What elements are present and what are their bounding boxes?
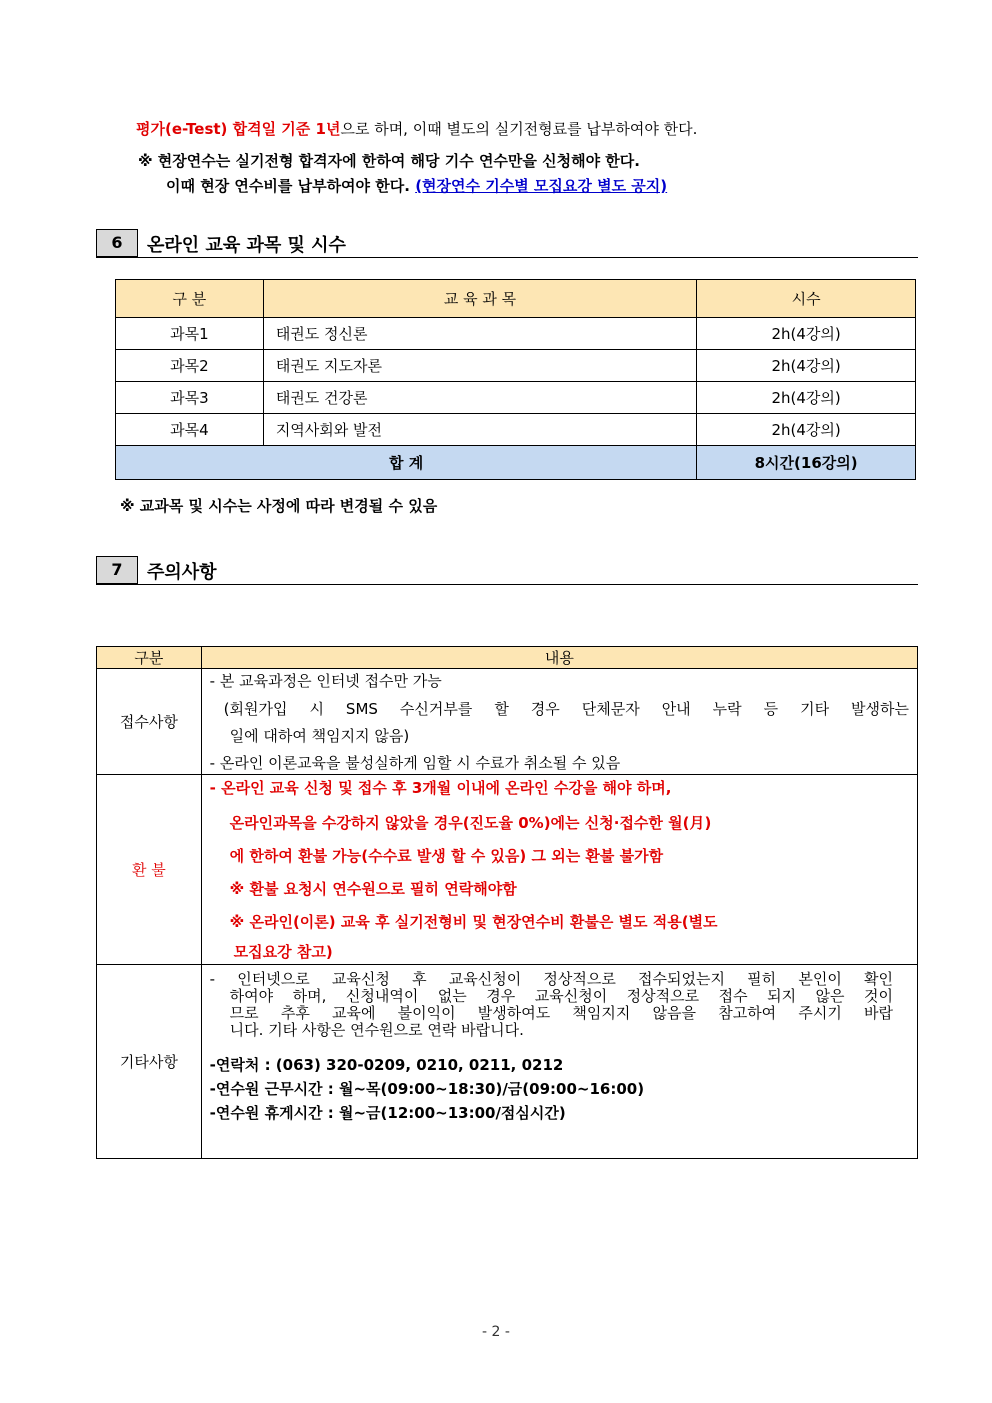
reception-content — [201, 669, 917, 775]
intro-line-3 — [166, 175, 667, 196]
notice-link[interactable]: (현장연수 기수별 모집요강 별도 공지) — [415, 177, 668, 195]
row-category: 과목1 — [116, 318, 264, 350]
header-category: 구 분 — [116, 280, 264, 318]
intro-line-1-rest: 으로 하며, 이때 별도의 실기전형료를 납부하여야 한다. — [340, 120, 698, 138]
other-line: 므로 추후 교육에 불이익이 발생하여도 책임지지 않음을 참고하여 주시기 바랍 — [229, 1004, 893, 1022]
intro-line-3-text: 이때 현장 연수비를 납부하여야 한다. — [166, 177, 410, 195]
header-division: 구분 — [97, 647, 202, 669]
section-7-header — [96, 556, 918, 585]
page-number: - 2 - — [482, 1324, 510, 1340]
refund-line: 모집요강 참고) — [233, 943, 333, 961]
other-content — [201, 965, 917, 1159]
reception-line: 일에 대하여 책임지지 않음) — [229, 727, 410, 745]
reception-label: 접수사항 — [97, 669, 202, 775]
intro-highlight: 평가(e-Test) 합격일 기준 1년 — [136, 120, 341, 138]
other-line: - 인터넷으로 교육신청 후 교육신청이 정상적으로 접수되었는지 필히 본인이 확인 — [209, 970, 893, 988]
table-row — [116, 350, 916, 382]
notice-table-header — [97, 647, 918, 669]
refund-content — [201, 775, 917, 965]
other-line: 하여야 하며, 신청내역이 없는 경우 교육신청이 정상적으로 접수 되지 않은 것이 — [229, 987, 893, 1005]
row-subject: 지역사회와 발전 — [263, 414, 696, 446]
table-row — [116, 414, 916, 446]
reception-line: (회원가입 시 SMS 수신거부를 할 경우 단체문자 안내 누락 등 기타 발생하는 — [223, 700, 909, 718]
intro-line-1 — [136, 118, 697, 139]
refund-line: 온라인과목을 수강하지 않았을 경우(진도율 0%)에는 신청·접수한 월(月) — [229, 814, 712, 832]
row-subject: 태권도 지도자론 — [263, 350, 696, 382]
reception-line: - 본 교육과정은 인터넷 접수만 가능 — [209, 672, 442, 690]
total-value: 8시간(16강의) — [697, 446, 916, 480]
section-7-title: 주의사항 — [147, 562, 217, 583]
refund-row — [97, 775, 918, 965]
row-category: 과목3 — [116, 382, 264, 414]
row-subject: 태권도 정신론 — [263, 318, 696, 350]
reception-line: - 온라인 이론교육을 불성실하게 임할 시 수료가 취소될 수 있음 — [209, 754, 621, 772]
table-row — [116, 318, 916, 350]
course-table — [115, 279, 916, 480]
refund-line: ※ 환불 요청시 연수원으로 필히 연락해야함 — [229, 880, 517, 898]
section-6-number: 6 — [96, 229, 138, 257]
row-hours: 2h(4강의) — [697, 318, 916, 350]
row-hours: 2h(4강의) — [697, 382, 916, 414]
refund-label-text: 환 불 — [131, 861, 166, 879]
total-row — [116, 446, 916, 480]
other-label: 기타사항 — [97, 965, 202, 1159]
refund-line: ※ 온라인(이론) 교육 후 실기전형비 및 현장연수비 환불은 별도 적용(별도 — [229, 913, 718, 931]
row-subject: 태권도 건강론 — [263, 382, 696, 414]
other-row — [97, 965, 918, 1159]
section-6-note: ※ 교과목 및 시수는 사정에 따라 변경될 수 있음 — [120, 497, 438, 515]
section-6-header — [96, 229, 918, 258]
header-content: 내용 — [201, 647, 917, 669]
row-category: 과목2 — [116, 350, 264, 382]
total-label: 합 계 — [116, 446, 697, 480]
refund-line: 에 한하여 환불 가능(수수료 발생 할 수 있음) 그 외는 환불 불가함 — [229, 847, 664, 865]
row-category: 과목4 — [116, 414, 264, 446]
break-hours-line: -연수원 휴게시간 : 월~금(12:00~13:00/점심시간) — [209, 1104, 566, 1122]
section-6-title: 온라인 교육 과목 및 시수 — [147, 235, 346, 256]
reception-row — [97, 669, 918, 775]
header-subject: 교 육 과 목 — [263, 280, 696, 318]
header-hours: 시수 — [697, 280, 916, 318]
row-hours: 2h(4강의) — [697, 350, 916, 382]
course-table-header — [116, 280, 916, 318]
refund-label — [97, 775, 202, 965]
row-hours: 2h(4강의) — [697, 414, 916, 446]
table-row — [116, 382, 916, 414]
contact-line: -연락처 : (063) 320-0209, 0210, 0211, 0212 — [209, 1056, 564, 1074]
section-7-number: 7 — [96, 556, 138, 584]
intro-line-2: ※ 현장연수는 실기전형 합격자에 한하여 해당 기수 연수만을 신청해야 한다. — [138, 152, 640, 170]
work-hours-line: -연수원 근무시간 : 월~목(09:00~18:30)/금(09:00~16:00) — [209, 1080, 645, 1098]
other-line: 니다. 기타 사항은 연수원으로 연락 바랍니다. — [229, 1021, 524, 1039]
notice-table — [96, 646, 918, 1159]
refund-line: - 온라인 교육 신청 및 접수 후 3개월 이내에 온라인 수강을 해야 하며, — [209, 779, 672, 797]
